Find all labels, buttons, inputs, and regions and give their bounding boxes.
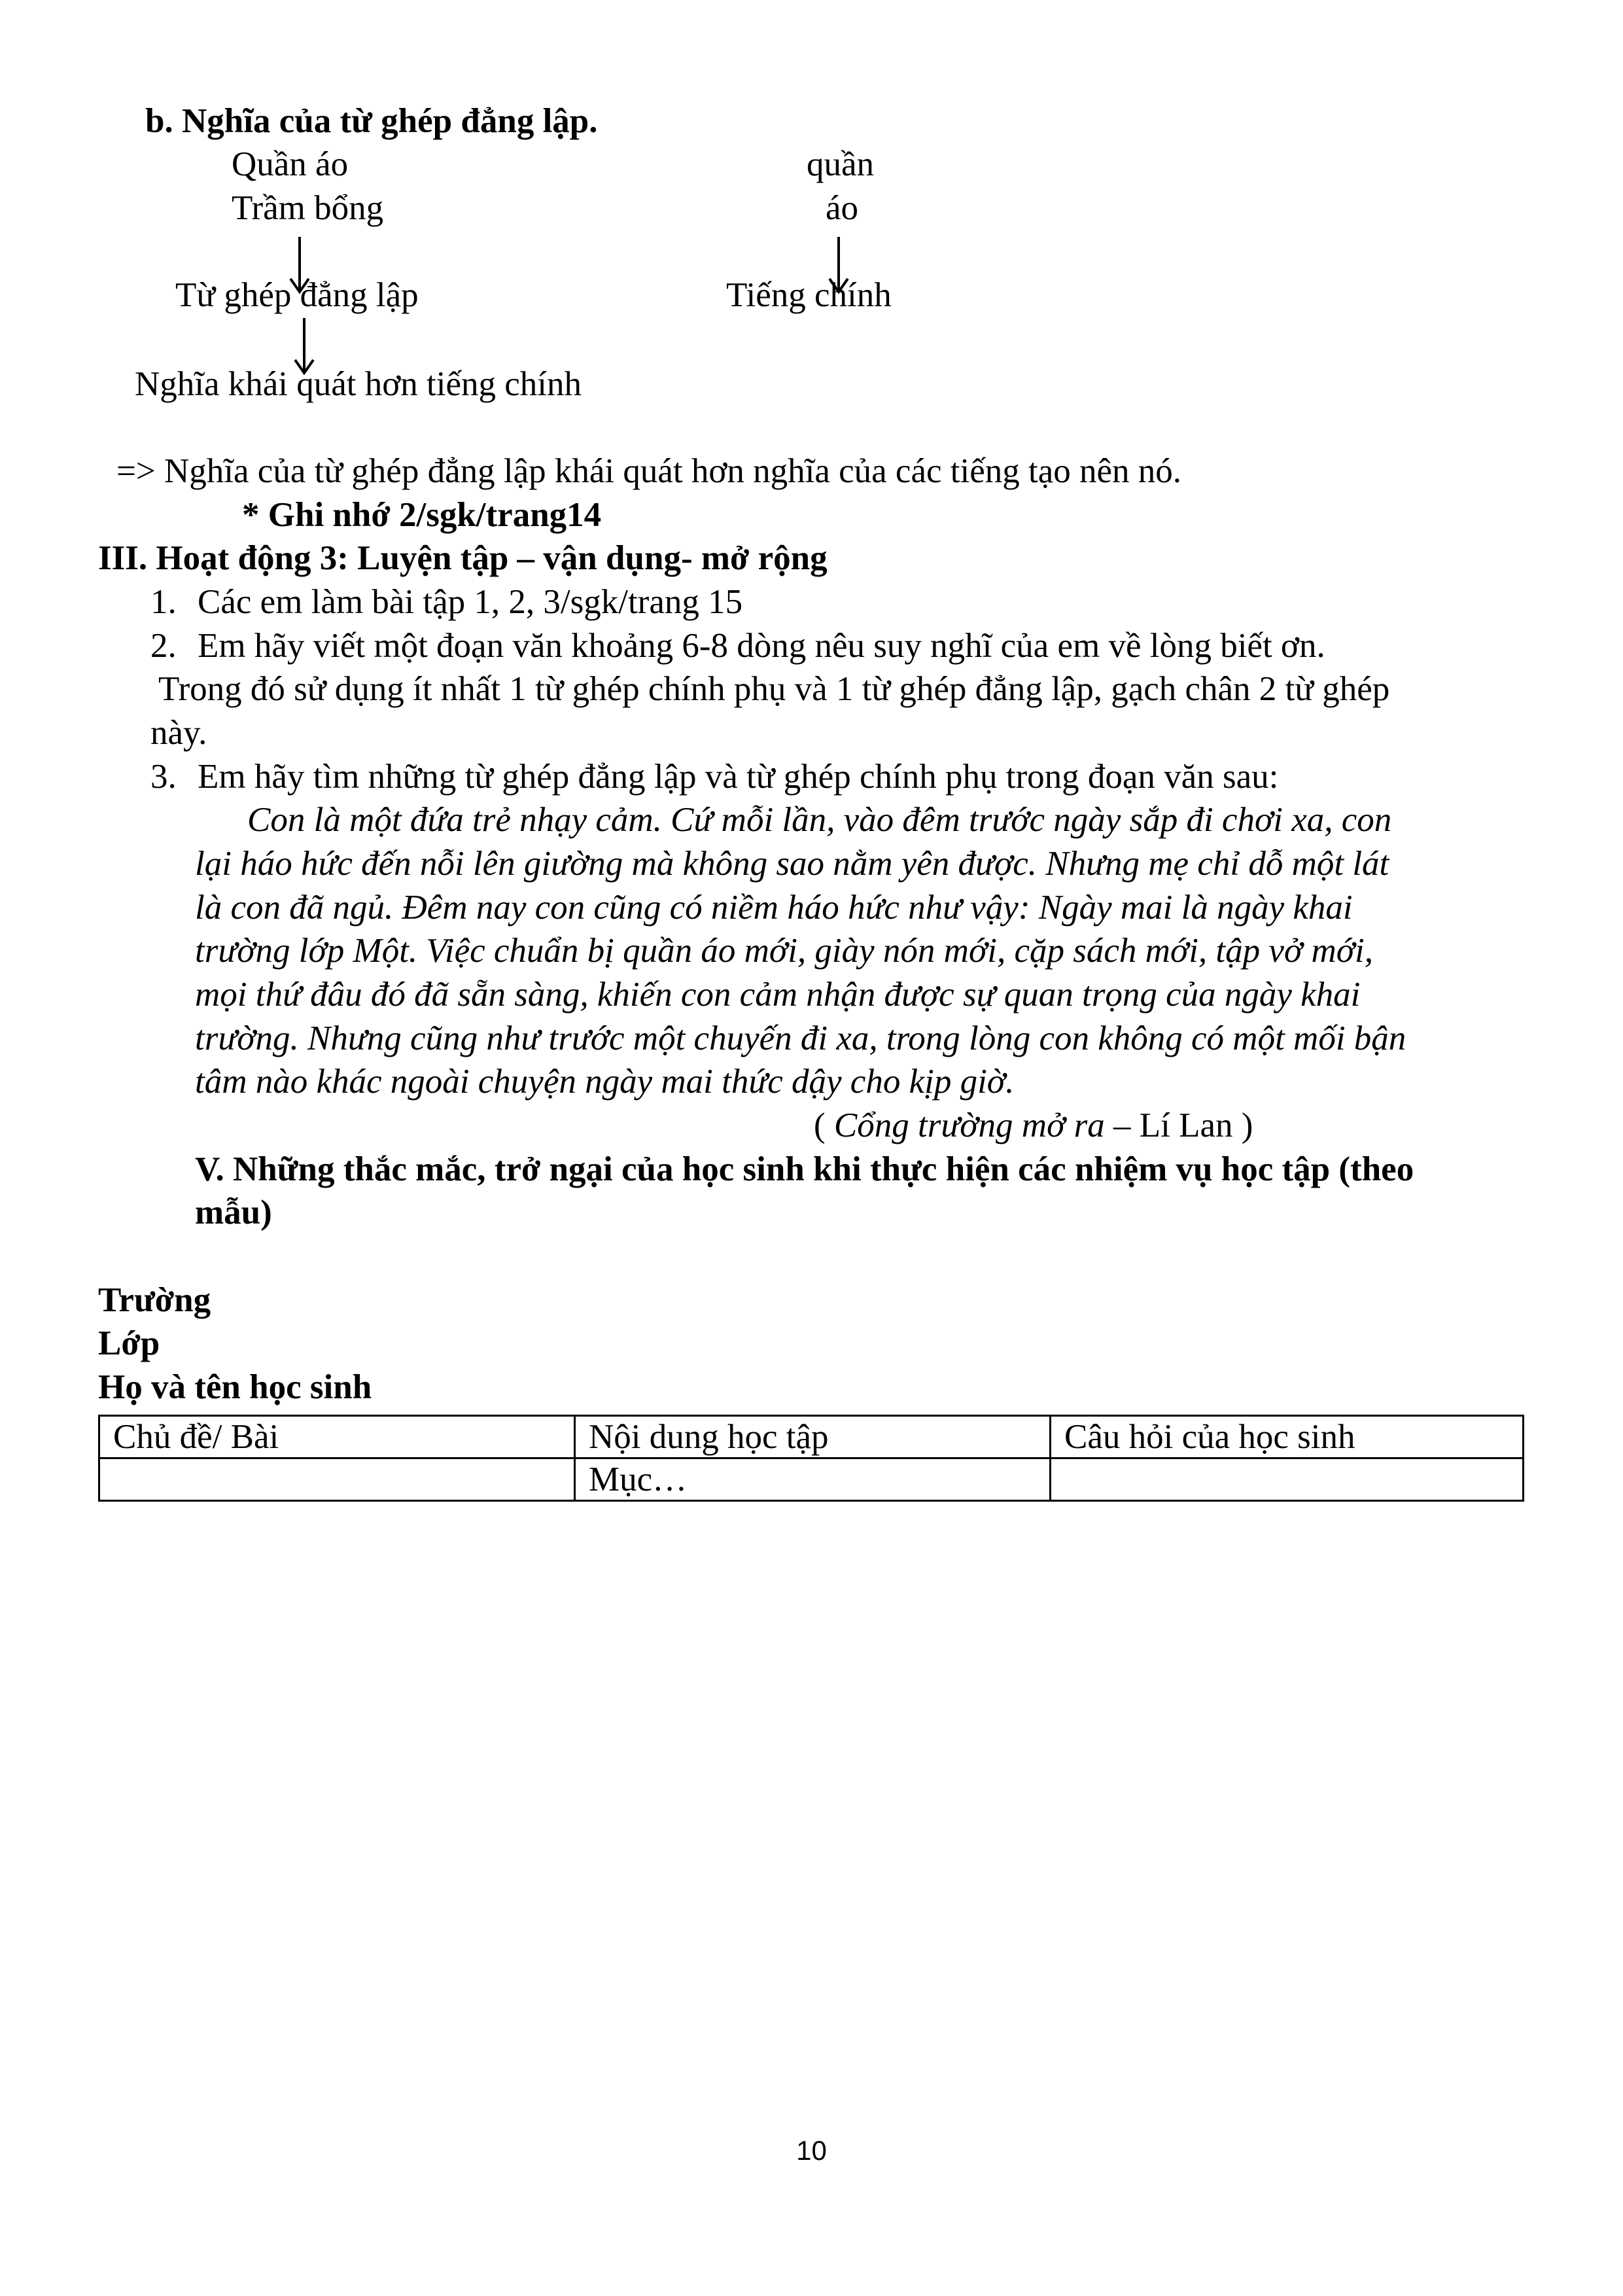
exercise-item-2-continued: Trong đó sử dụng ít nhất 1 từ ghép chính phụ và 1 từ ghép đẳng lập, gạch chân 2 từ ghép xyxy=(158,670,1390,708)
label-nghia-khai-quat: Nghĩa khái quát hơn tiếng chính xyxy=(135,365,582,403)
passage-line: trường. Nhưng cũng như trước một chuyến đi xa, trong lòng con không có một mối bận xyxy=(195,1019,1406,1057)
passage-line: là con đã ngủ. Đêm nay con cũng có niềm háo hức như vậy: Ngày mai là ngày khai xyxy=(195,889,1353,927)
table-cell xyxy=(1051,1458,1524,1501)
list-number: 3. xyxy=(150,758,177,796)
example-morpheme-quan: quần xyxy=(807,145,875,183)
source-title: Cổng trường mở ra xyxy=(833,1106,1105,1144)
section-v-heading: V. Những thắc mắc, trở ngại của học sinh khi thực hiện các nhiệm vụ học tập (theo xyxy=(195,1150,1414,1188)
list-number: 2. xyxy=(150,627,177,665)
example-word-quan-ao: Quần áo xyxy=(232,145,349,183)
table-header-cell: Nội dung học tập xyxy=(575,1416,1051,1458)
table-cell xyxy=(99,1458,575,1501)
table-row xyxy=(99,1458,1524,1501)
conclusion-text: => Nghĩa của từ ghép đẳng lập khái quát hơn nghĩa của các tiếng tạo nên nó. xyxy=(116,452,1181,490)
section-v-heading-continued: mẫu) xyxy=(195,1193,272,1231)
exercise-item-2-continued: này. xyxy=(150,714,207,752)
table-header-cell: Chủ đề/ Bài xyxy=(99,1416,575,1458)
school-label: Trường xyxy=(98,1281,211,1319)
page-number: 10 xyxy=(796,2135,827,2166)
passage-line: Con là một đứa trẻ nhạy cảm. Cứ mỗi lần, vào đêm trước ngày sắp đi chơi xa, con xyxy=(247,801,1392,839)
activity-3-heading: III. Hoạt động 3: Luyện tập – vận dụng- mở rộng xyxy=(98,539,828,577)
passage-line: trường lớp Một. Việc chuẩn bị quần áo mới, giày nón mới, cặp sách mới, tập vở mới, xyxy=(195,932,1373,970)
passage-line: mọi thứ đâu đó đã sẵn sàng, khiến con cảm nhận được sự quan trọng của ngày khai xyxy=(195,976,1361,1014)
source-open: ( xyxy=(814,1106,834,1144)
table-header-cell: Câu hỏi của học sinh xyxy=(1051,1416,1524,1458)
table-cell: Mục… xyxy=(575,1458,1051,1501)
passage-line: lại háo hức đến nỗi lên giường mà không sao nằm yên được. Nhưng mẹ chỉ dỗ một lát xyxy=(195,845,1389,883)
label-tu-ghep-dang-lap: Từ ghép đẳng lập xyxy=(175,276,419,314)
example-word-tram-bong: Trầm bổng xyxy=(232,189,384,227)
source-author: – Lí Lan ) xyxy=(1104,1106,1253,1144)
example-morpheme-ao: áo xyxy=(826,189,859,227)
passage-line: tâm nào khác ngoài chuyện ngày mai thức dậy cho kịp giờ. xyxy=(195,1063,1015,1101)
class-label: Lớp xyxy=(98,1324,160,1362)
student-name-label: Họ và tên học sinh xyxy=(98,1368,372,1406)
passage-source xyxy=(814,1105,1253,1146)
memory-note: * Ghi nhớ 2/sgk/trang14 xyxy=(242,496,602,534)
exercise-item-2: Em hãy viết một đoạn văn khoảng 6-8 dòng nêu suy nghĩ của em về lòng biết ơn. xyxy=(198,627,1325,665)
section-b-heading: b. Nghĩa của từ ghép đẳng lập. xyxy=(145,102,598,140)
exercise-item-1: Các em làm bài tập 1, 2, 3/sgk/trang 15 xyxy=(198,583,743,621)
label-tieng-chinh: Tiếng chính xyxy=(726,276,892,314)
exercise-item-3: Em hãy tìm những từ ghép đẳng lập và từ ghép chính phụ trong đoạn văn sau: xyxy=(198,758,1279,796)
question-table xyxy=(98,1415,1524,1502)
table-header-row xyxy=(99,1416,1524,1458)
list-number: 1. xyxy=(150,583,177,621)
